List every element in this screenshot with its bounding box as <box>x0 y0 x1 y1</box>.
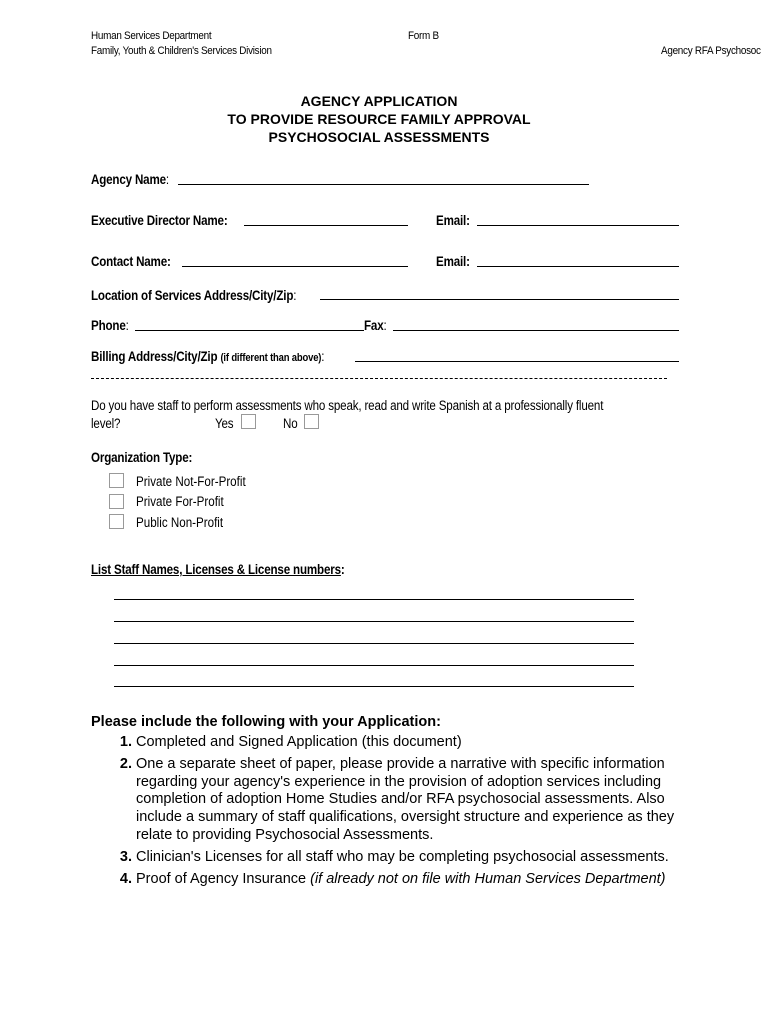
private-not-for-profit-label: Private Not-For-Profit <box>136 474 246 489</box>
staff-line[interactable] <box>114 665 634 666</box>
exec-director-field[interactable] <box>244 225 408 226</box>
yes-label: Yes <box>215 416 234 431</box>
page-title-line1: AGENCY APPLICATION <box>300 93 458 109</box>
email-field-1[interactable] <box>477 225 679 226</box>
agency-name-field[interactable] <box>178 184 589 185</box>
page-title-line2: TO PROVIDE RESOURCE FAMILY APPROVAL <box>227 111 531 127</box>
department-name: Human Services Department <box>91 30 212 42</box>
fax-field[interactable] <box>393 330 679 331</box>
page-title-line3: PSYCHOSOCIAL ASSESSMENTS <box>268 129 490 145</box>
contact-name-label: Contact Name: <box>91 254 171 269</box>
private-not-for-profit-checkbox[interactable] <box>109 473 124 488</box>
email-field-2[interactable] <box>477 266 679 267</box>
private-for-profit-label: Private For-Profit <box>136 494 224 509</box>
no-checkbox[interactable] <box>304 414 319 429</box>
exec-director-label: Executive Director Name: <box>91 213 228 228</box>
section-divider <box>91 378 667 379</box>
fax-label: Fax: <box>364 318 387 333</box>
division-name: Family, Youth & Children's Services Division <box>91 45 272 57</box>
location-label: Location of Services Address/City/Zip: <box>91 288 297 303</box>
billing-field[interactable] <box>355 361 679 362</box>
requirement-item: 4. Proof of Agency Insurance (if already not on file with Human Services Department) <box>136 871 696 889</box>
spanish-question-line1: Do you have staff to perform assessments who speak, read and write Spanish at a professionally fluent <box>91 398 604 413</box>
staff-line[interactable] <box>114 686 634 687</box>
running-title: Agency RFA Psychosoc <box>661 45 761 57</box>
contact-name-field[interactable] <box>182 266 408 267</box>
staff-line[interactable] <box>114 621 634 622</box>
staff-line[interactable] <box>114 643 634 644</box>
requirements-list <box>91 734 696 892</box>
public-non-profit-label: Public Non-Profit <box>136 515 224 530</box>
no-label: No <box>283 416 298 431</box>
requirement-item: 3. Clinician's Licenses for all staff who may be completing psychosocial assessments. <box>136 849 696 867</box>
organization-type-label: Organization Type: <box>91 450 193 465</box>
requirements-title: Please include the following with your Application: <box>91 714 441 730</box>
requirement-item: 1. Completed and Signed Application (this document) <box>136 734 696 752</box>
billing-label: Billing Address/City/Zip (if different than above): <box>91 349 325 364</box>
requirement-item: 2. One a separate sheet of paper, please provide a narrative with specific information regarding your agency's experience in the provision of adoption services including completion of adoption Home Studies and/or RFA psychosocial assessments. Also include a summary of staff qualifications, oversight structure and experience as they relate to providing Psychosocial Assessments. <box>136 756 696 845</box>
staff-line[interactable] <box>114 599 634 600</box>
private-for-profit-checkbox[interactable] <box>109 494 124 509</box>
public-non-profit-checkbox[interactable] <box>109 514 124 529</box>
phone-label: Phone: <box>91 318 129 333</box>
phone-field[interactable] <box>135 330 364 331</box>
spanish-question-line2: level? <box>91 416 121 431</box>
form-id: Form B <box>408 30 439 42</box>
email-label-2: Email: <box>436 254 470 269</box>
location-field[interactable] <box>320 299 679 300</box>
agency-name-label: Agency Name: <box>91 172 169 187</box>
yes-checkbox[interactable] <box>241 414 256 429</box>
email-label-1: Email: <box>436 213 470 228</box>
staff-list-label: List Staff Names, Licenses & License numbers: <box>91 562 345 577</box>
